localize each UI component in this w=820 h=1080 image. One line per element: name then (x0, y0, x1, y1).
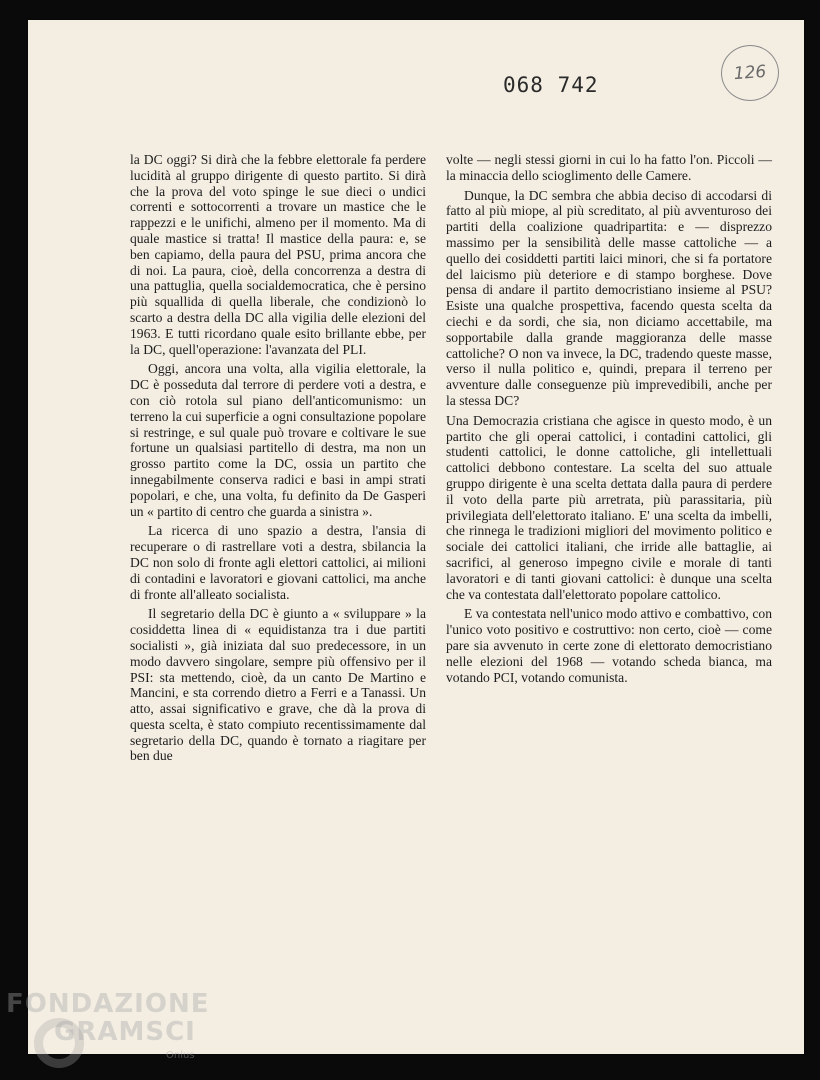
paragraph: Una Democrazia cristiana che agisce in questo modo, è un partito che gli operai cattolici, i contadini cattolici, gli studenti cattolici, le donne cattoliche, gli intellettuali cattolici debbono contestare. La scelta del suo attuale gruppo dirigente è una scelta dettata dalla paura di perdere il voto della parte più arretrata, più parassitaria, più privilegiata dell'elettorato italiano. E' una scelta da imbelli, che rinnega le tradizioni migliori del movimento politico e sociale dei cattolici italiani, che irride alle battaglie, ai sacrifici, al generoso impegno civile e morale di tanti lavoratori e di tanti giovani cattolici: è dunque una scelta che va contestata dall'elettorato popolare cattolico. (446, 412, 772, 602)
page-number-stamp: 126 (719, 43, 781, 103)
text-column-right (446, 152, 772, 689)
paragraph: la DC oggi? Si dirà che la febbre elettorale fa perdere lucidità al gruppo dirigente di questo partito. Si dirà che la prova del voto spinge le sue dieci o undici correnti e sottocorrenti a trovare un mastice che le rappezzi e le unifichi, almeno per il momento. Ma di quale mastice si tratta! Il mastice della paura: e, se ben capiamo, della paura del PSU, prima ancora che di noi. La paura, cioè, della concorrenza a destra di una pattuglia, quella socialdemocratica, che è persino più squallida di quella liberale, che condizionò lo scarto a destra della DC alla vigilia delle elezioni del 1963. E tutti ricordano quale esito brillante ebbe, per la DC, quell'operazione: l'avanzata del PLI. (130, 152, 426, 357)
watermark-line-1: FONDAZIONE (6, 989, 210, 1019)
paragraph: Il segretario della DC è giunto a « sviluppare » la cosiddetta linea di « equidistanza tra i due partiti socialisti », già iniziata dal suo predecessore, in un modo davvero singolare, sempre più offensivo per il PSI: sta mettendo, cioè, da un canto De Martino e Mancini, e sta correndo dietro a Ferri e a Tanassi. Un atto, assai significativo e grave, che dà la prova di questa scelta, è stato compiuto recentissimamente dal segretario della DC, quando è tornato a riagitare per ben due (130, 606, 426, 764)
watermark-line-2: GRAMSCI (54, 1017, 196, 1047)
paragraph: Dunque, la DC sembra che abbia deciso di accodarsi di fatto al più miope, al più screditato, al più avventuroso dei partiti della coalizione quadripartita: e — disprezzo massimo per la sensibilità delle masse cattoliche — a quello dei cosiddetti partiti laici minori, che si fa portatore del laicismo più deteriore e di stampo borghese. Dove pensa di andare il partito democristiano insieme al PSU? Esiste una qualche prospettiva, facendo questa scelta da ciechi e da sordi, che sia, non diciamo accettabile, ma sopportabile dalla grande maggioranza delle masse cattoliche? O non va invece, la DC, tradendo queste masse, verso il nulla politico e, quindi, prepara il terreno per avventure dalle conseguenze più imprevedibili, anche per la stessa DC? (446, 187, 772, 408)
paragraph: La ricerca di uno spazio a destra, l'ansia di recuperare o di rastrellare voti a destra, sbilancia la DC non solo di fronte agli elettori cattolici, ai milioni di contadini e lavoratori e giovani cattolici, ma anche di fronte all'alleato socialista. (130, 523, 426, 602)
watermark-suffix: Onlus (166, 1050, 195, 1061)
watermark (6, 990, 209, 1046)
archive-number: 068 742 (503, 73, 599, 97)
paragraph: volte — negli stessi giorni in cui lo ha fatto l'on. Piccoli — la minaccia dello scioglimento delle Camere. (446, 152, 772, 183)
paragraph: E va contestata nell'unico modo attivo e combattivo, con l'unico voto positivo e costruttivo: non certo, cioè — come pare sia avvenuto in certe zone di elettorato democristiano nelle elezioni del 1968 — votando scheda bianca, ma votando PCI, votando comunista. (446, 606, 772, 685)
paragraph: Oggi, ancora una volta, alla vigilia elettorale, la DC è posseduta dal terrore di perdere voti a destra, e con ciò rotola sul piano dell'anticomunismo: un terreno la cui superficie a ogni consultazione popolare si restringe, e sul quale può trovare e coltivare le sue fortune un qualsiasi partitello di destra, ma non un grosso partito come la DC, ossia un partito che innegabilmente conserva radici e basi in ampi strati popolari, e che, una volta, fu definito da De Gasperi un « partito di centro che guarda a sinistra ». (130, 361, 426, 519)
text-column-left (130, 152, 426, 768)
